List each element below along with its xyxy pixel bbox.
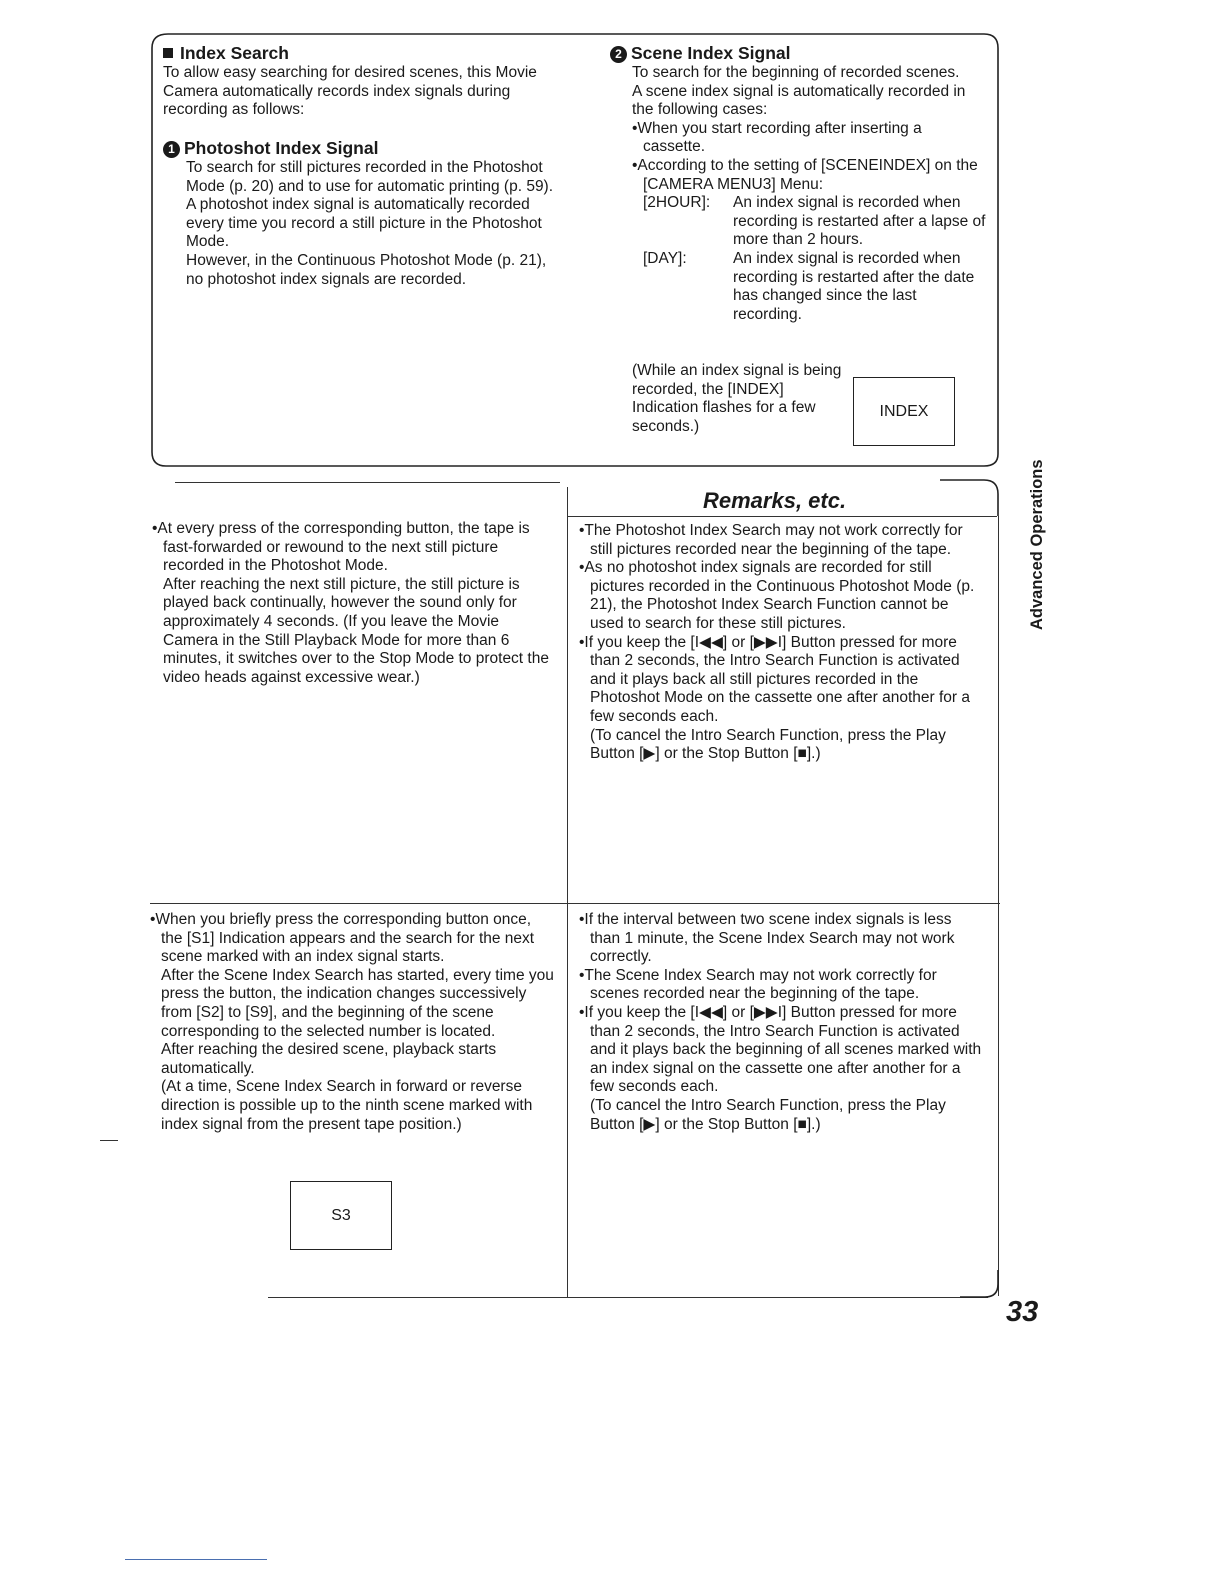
side-section-label: Advanced Operations [1028,459,1046,630]
photoshot-search-detail: After reaching the next still picture, the still picture is played back continually, however the sound only for approximately 4 seconds. (If you leave the Movie Camera in the Still Playback Mode for more than 6 minutes, it switches over to the Stop Mode to protect the video heads against excessive wear.) [163,575,549,686]
scene-bullet-1: •When you start recording after inserting a cassette. [632,119,922,156]
remarks-title: Remarks, etc. [703,488,847,513]
option-day-key: [DAY]: [643,249,687,267]
number-one-icon: 1 [163,141,180,158]
column-divider [567,487,568,1297]
left-top-rule [175,482,560,483]
remark-scene-3: •If you keep the [I◀◀] or [▶▶I] Button pressed for more than 2 seconds, the Intro Search Function is activated and it plays back the beginning of all scenes marked with an index signal on the cassette one after another for a few seconds each. [579,1003,982,1096]
photoshot-line-2: A photoshot index signal is automatically recorded every time you record a still picture in the Photoshot Mode. [186,196,542,251]
photoshot-index-section [163,138,555,289]
scene-heading [610,43,988,64]
remarks-right-rule [998,516,999,1296]
scene-search-line-4: (At a time, Scene Index Search in forward or reverse direction is possible up to the ninth scene marked with index signal from the present tape position.) [161,1078,533,1133]
photoshot-line-3: However, in the Continuous Photoshot Mode (p. 21), no photoshot index signals are recorded. [186,251,547,288]
footer-rule [125,1559,267,1560]
index-indicator: INDEX [853,377,955,446]
remarks-photoshot [579,522,983,764]
remark-photoshot-4: (To cancel the Intro Search Function, press the Play Button [▶] or the Stop Button [■].) [590,726,946,763]
scene-line-1: To search for the beginning of recorded scenes. [632,64,960,81]
index-note: (While an index signal is being recorded, the [INDEX] Indication flashes for a few seconds.) [632,362,842,435]
remark-scene-2: •The Scene Index Search may not work correctly for scenes recorded near the beginning of the tape. [579,966,937,1003]
photoshot-search-text [152,520,554,687]
scene-search-line-2: After the Scene Index Search has started, every time you press the button, the indication changes successively from [S2] to [S9], and the beginning of the scene corresponding to the selected number is located. [161,966,554,1040]
option-2hour-key: [2HOUR]: [643,194,711,212]
scene-bullet-2: •According to the setting of [SCENEINDEX] on the [CAMERA MENU3] Menu: [632,156,978,193]
remark-photoshot-2: •As no photoshot index signals are recorded for still pictures recorded in the Continuous Photoshot Mode (p. 21), the Photoshot Index Search Function cannot be used to search for these still pictures. [579,559,975,632]
bottom-rule [268,1297,988,1298]
remarks-rule [567,516,997,517]
remark-photoshot-1: •The Photoshot Index Search may not work correctly for still pictures recorded near the beginning of the tape. [579,522,963,558]
middle-rule [150,903,1000,904]
remarks-scene [579,911,983,1134]
number-two-icon: 2 [610,46,627,63]
option-day-text: An index signal is recorded when recording is restarted after the date has changed since the last recording. [733,249,975,323]
index-search-body: To allow easy searching for desired scenes, this Movie Camera automatically records index signals during recording as follows: [163,64,537,119]
remarks-corner [940,478,1010,518]
photoshot-search-bullet: •At every press of the corresponding button, the tape is fast-forwarded or rewound to the next still picture recorded in the Photoshot Mode. [152,520,530,575]
square-bullet-icon [163,48,173,58]
remark-scene-4: (To cancel the Intro Search Function, press the Play Button [▶] or the Stop Button [■].) [590,1096,946,1133]
remark-photoshot-3: •If you keep the [I◀◀] or [▶▶I] Button pressed for more than 2 seconds, the Intro Search Function is activated and it plays back all still pictures recorded in the Photoshot Mode on the cassette one after another for a few seconds each. [579,633,970,725]
option-day [632,250,988,324]
photoshot-heading [163,138,555,159]
scene-line-2: A scene index signal is automatically recorded in the following cases: [632,82,966,119]
index-search-title: Index Search [180,43,289,63]
s3-indicator: S3 [290,1181,392,1250]
bottom-corner [960,1270,1010,1302]
page-number: 33 [1006,1296,1039,1328]
remark-scene-1: •If the interval between two scene index signals is less than 1 minute, the Scene Index Search may not work correctly. [579,911,955,966]
photoshot-title: Photoshot Index Signal [184,138,379,158]
photoshot-line-1: To search for still pictures recorded in the Photoshot Mode (p. 20) and to use for automatic printing (p. 59). [186,159,554,195]
scene-search-line-1: •When you briefly press the corresponding button once, the [S1] Indication appears and the search for the next scene marked with an index signal starts. [150,911,535,966]
scene-title: Scene Index Signal [631,43,791,63]
index-search-heading [163,43,555,64]
margin-mark [100,1140,118,1141]
index-search-section [163,43,555,120]
scene-index-section [610,43,988,324]
option-2hour [632,194,988,250]
scene-search-line-3: After reaching the desired scene, playback starts automatically. [161,1041,497,1077]
scene-search-text [150,911,556,1134]
option-2hour-text: An index signal is recorded when recording is restarted after a lapse of more than 2 hours. [733,194,986,249]
